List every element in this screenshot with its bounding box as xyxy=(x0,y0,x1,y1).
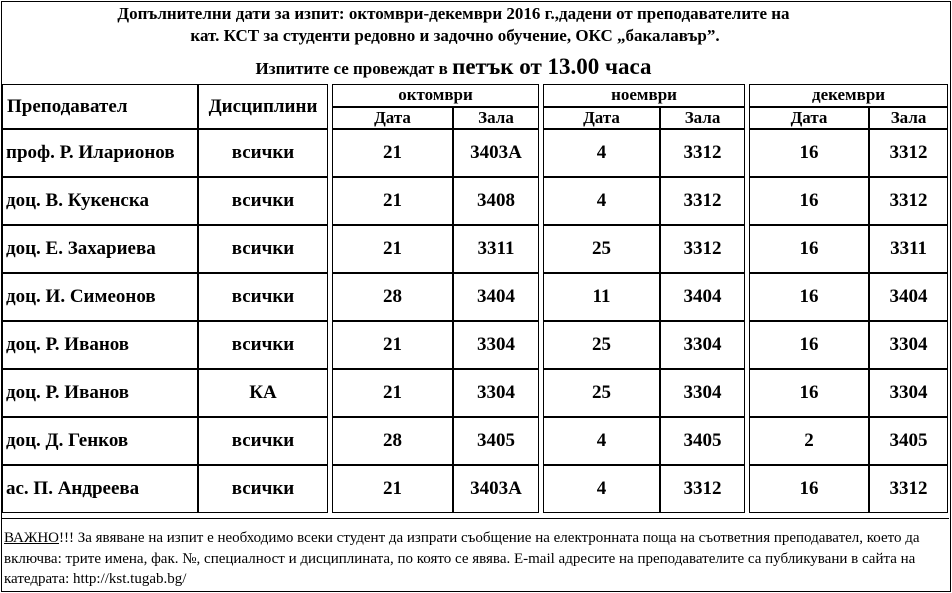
exam-time-line xyxy=(0,53,952,83)
teacher-cell: доц. И. Симеонов xyxy=(2,273,198,321)
december-room-cell: 3311 xyxy=(869,225,948,273)
discipline-cell: всички xyxy=(198,129,328,177)
teacher-cell: доц. Е. Захариева xyxy=(2,225,198,273)
teacher-cell: доц. В. Кукенска xyxy=(2,177,198,225)
teacher-cell: доц. Р. Иванов xyxy=(2,369,198,417)
november-room-cell: 3304 xyxy=(660,321,745,369)
october-room-cell: 3304 xyxy=(453,321,539,369)
title-line-2: кат. КСТ за студенти редовно и задочно обучение, ОКС „бакалавър”. xyxy=(190,26,720,45)
discipline-cell: всички xyxy=(198,417,328,465)
month-header-december: декември xyxy=(749,84,948,107)
october-room-cell: 3403А xyxy=(453,465,539,513)
discipline-cell: всички xyxy=(198,177,328,225)
page-title xyxy=(0,3,952,47)
november-date-cell: 11 xyxy=(543,273,660,321)
exam-schedule-table xyxy=(2,84,948,513)
december-date-cell: 16 xyxy=(749,225,869,273)
exam-time-prefix: Изпитите се провеждат в xyxy=(255,59,453,78)
discipline-cell: всички xyxy=(198,273,328,321)
divider xyxy=(1,518,949,519)
december-date-cell: 16 xyxy=(749,177,869,225)
december-date-cell: 16 xyxy=(749,129,869,177)
october-date-cell: 21 xyxy=(332,465,453,513)
december-date-cell: 2 xyxy=(749,417,869,465)
col-header-teacher: Преподавател xyxy=(2,84,198,129)
october-date-cell: 21 xyxy=(332,177,453,225)
sub-header-date: Дата xyxy=(332,107,453,130)
month-header-october: октомври xyxy=(332,84,539,107)
table-row xyxy=(2,177,948,225)
sub-header-date: Дата xyxy=(749,107,869,130)
teacher-cell: доц. Р. Иванов xyxy=(2,321,198,369)
november-room-cell: 3404 xyxy=(660,273,745,321)
sub-header-room: Зала xyxy=(453,107,539,130)
table-row xyxy=(2,321,948,369)
october-room-cell: 3403А xyxy=(453,129,539,177)
discipline-cell: всички xyxy=(198,321,328,369)
table-row xyxy=(2,369,948,417)
november-room-cell: 3312 xyxy=(660,129,745,177)
december-room-cell: 3404 xyxy=(869,273,948,321)
october-date-cell: 28 xyxy=(332,417,453,465)
important-note xyxy=(4,528,944,590)
december-date-cell: 16 xyxy=(749,321,869,369)
november-date-cell: 4 xyxy=(543,129,660,177)
table-row xyxy=(2,225,948,273)
exam-time-highlight: петък от 13.00 часа xyxy=(452,54,652,79)
sub-header-room: Зала xyxy=(869,107,948,130)
november-date-cell: 4 xyxy=(543,465,660,513)
table-row xyxy=(2,465,948,513)
important-note-text: !!! За явяване на изпит е необходимо всеки студент да изпрати съобщение на електронната поща на съответния преподавател, което да включва: трите имена, фак. №, специалност и дисциплината, по която се явява. E-mail адресите на преподавателите са публикувани в сайта на катедрата: http://kst.tugab.bg/ xyxy=(4,530,920,587)
december-room-cell: 3312 xyxy=(869,129,948,177)
month-header-november: ноември xyxy=(543,84,745,107)
november-room-cell: 3312 xyxy=(660,177,745,225)
november-room-cell: 3405 xyxy=(660,417,745,465)
table-row xyxy=(2,129,948,177)
table-row xyxy=(2,273,948,321)
december-date-cell: 16 xyxy=(749,273,869,321)
title-line-1: Допълнителни дати за изпит: октомври-декември 2016 г.,дадени от преподавателите на xyxy=(117,4,790,23)
sub-header-room: Зала xyxy=(660,107,745,130)
sub-header-date: Дата xyxy=(543,107,660,130)
december-room-cell: 3304 xyxy=(869,321,948,369)
november-date-cell: 25 xyxy=(543,369,660,417)
teacher-cell: доц. Д. Генков xyxy=(2,417,198,465)
november-date-cell: 25 xyxy=(543,225,660,273)
october-room-cell: 3408 xyxy=(453,177,539,225)
october-date-cell: 28 xyxy=(332,273,453,321)
december-room-cell: 3405 xyxy=(869,417,948,465)
teacher-cell: проф. Р. Иларионов xyxy=(2,129,198,177)
november-room-cell: 3312 xyxy=(660,225,745,273)
december-room-cell: 3312 xyxy=(869,465,948,513)
teacher-cell: ас. П. Андреева xyxy=(2,465,198,513)
november-date-cell: 25 xyxy=(543,321,660,369)
december-date-cell: 16 xyxy=(749,369,869,417)
important-label: ВАЖНО xyxy=(4,530,59,546)
october-date-cell: 21 xyxy=(332,129,453,177)
december-date-cell: 16 xyxy=(749,465,869,513)
october-room-cell: 3311 xyxy=(453,225,539,273)
october-date-cell: 21 xyxy=(332,321,453,369)
col-header-discipline: Дисциплини xyxy=(198,84,328,129)
discipline-cell: всички xyxy=(198,465,328,513)
october-date-cell: 21 xyxy=(332,225,453,273)
discipline-cell: всички xyxy=(198,225,328,273)
october-room-cell: 3405 xyxy=(453,417,539,465)
december-room-cell: 3304 xyxy=(869,369,948,417)
october-room-cell: 3404 xyxy=(453,273,539,321)
november-date-cell: 4 xyxy=(543,177,660,225)
october-room-cell: 3304 xyxy=(453,369,539,417)
table-row xyxy=(2,417,948,465)
discipline-cell: КА xyxy=(198,369,328,417)
october-date-cell: 21 xyxy=(332,369,453,417)
november-room-cell: 3304 xyxy=(660,369,745,417)
december-room-cell: 3312 xyxy=(869,177,948,225)
november-date-cell: 4 xyxy=(543,417,660,465)
november-room-cell: 3312 xyxy=(660,465,745,513)
